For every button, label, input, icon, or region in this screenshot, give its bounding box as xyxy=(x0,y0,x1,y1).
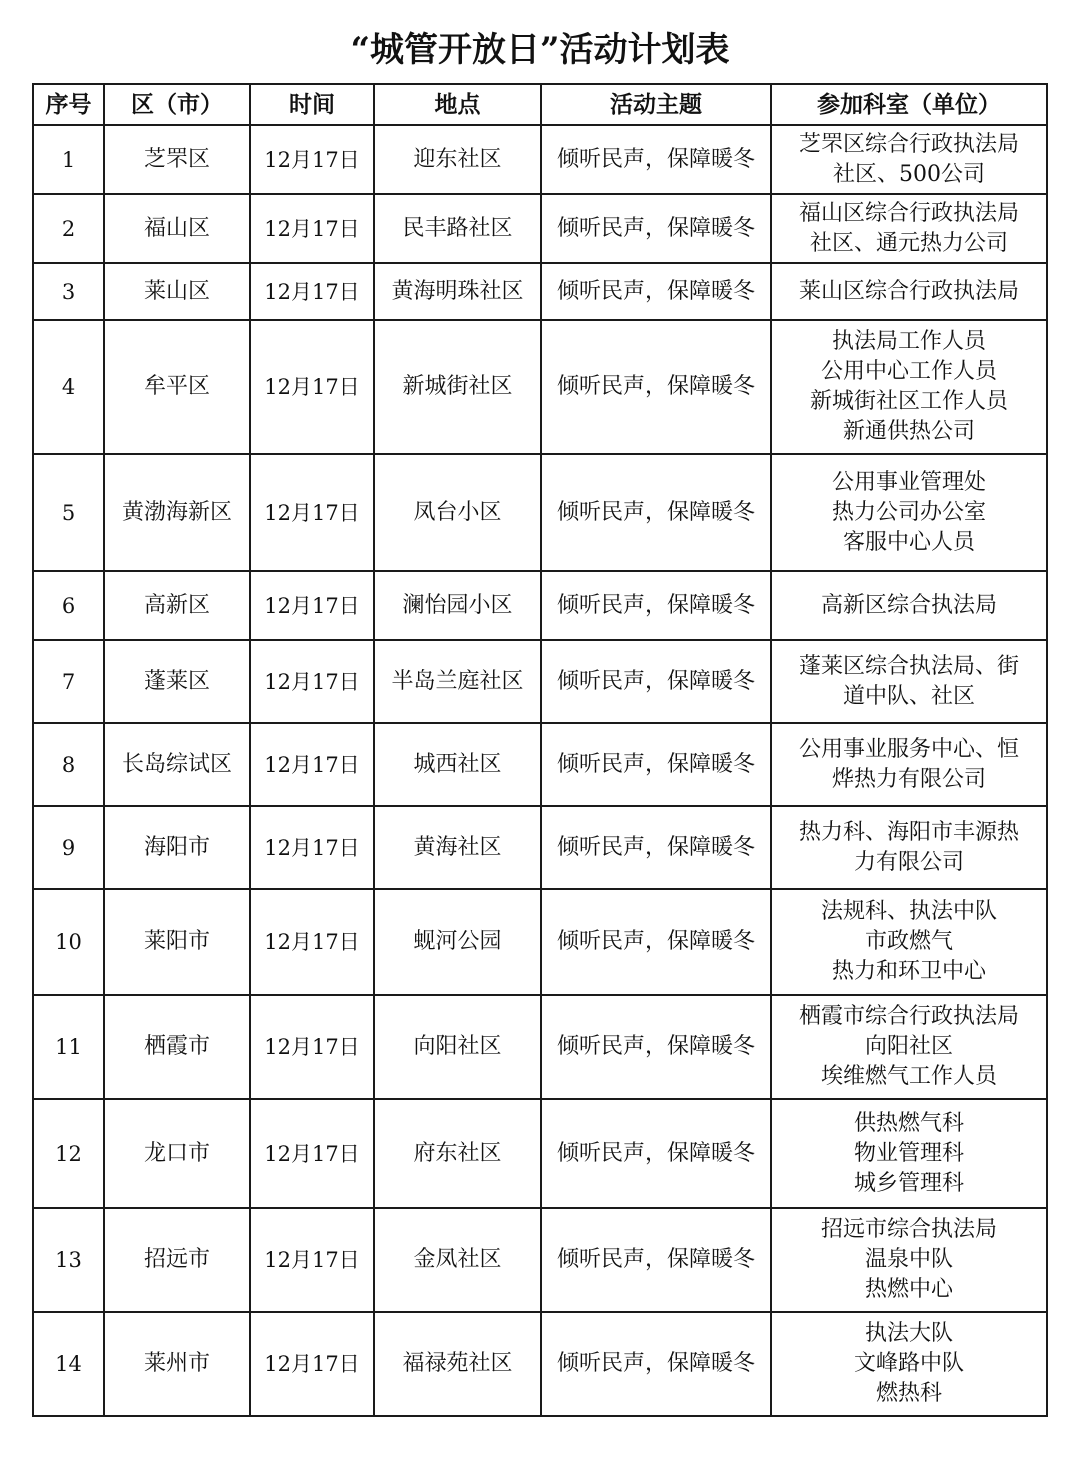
district-cell: 蓬莱区 xyxy=(104,640,250,723)
units-cell xyxy=(771,723,1047,806)
date-cell: 12月17日 xyxy=(250,571,374,640)
table-row xyxy=(33,723,1047,806)
unit-line: 公用中心工作人员 xyxy=(820,359,997,384)
unit-line: 热燃中心 xyxy=(864,1277,953,1302)
unit-line: 法规科、执法中队 xyxy=(820,899,997,924)
district-cell: 芝罘区 xyxy=(104,125,250,194)
district-cell: 招远市 xyxy=(104,1208,250,1312)
seq-cell: 2 xyxy=(33,194,104,263)
unit-line: 莱山区综合行政执法局 xyxy=(798,278,1019,304)
theme-cell: 倾听民声，保障暖冬 xyxy=(541,640,771,723)
table-header-row xyxy=(33,84,1047,125)
district-cell: 海阳市 xyxy=(104,806,250,889)
units-cell xyxy=(771,1099,1047,1208)
place-cell: 黄海明珠社区 xyxy=(374,263,541,320)
unit-line: 热力科、海阳市丰源热 xyxy=(798,819,1019,845)
table-row xyxy=(33,125,1047,194)
place-cell: 迎东社区 xyxy=(374,125,541,194)
district-cell: 长岛综试区 xyxy=(104,723,250,806)
units-cell xyxy=(771,571,1047,640)
place-cell: 黄海社区 xyxy=(374,806,541,889)
header-place: 地点 xyxy=(374,84,541,125)
unit-line: 栖霞市综合行政执法局 xyxy=(798,1004,1019,1029)
theme-cell: 倾听民声，保障暖冬 xyxy=(541,1099,771,1208)
district-cell: 栖霞市 xyxy=(104,995,250,1099)
unit-line: 福山区综合行政执法局 xyxy=(798,200,1019,226)
theme-cell: 倾听民声，保障暖冬 xyxy=(541,454,771,571)
document-title: “城管开放日”活动计划表 xyxy=(350,30,730,70)
unit-line: 文峰路中队 xyxy=(853,1351,964,1376)
unit-line: 新通供热公司 xyxy=(842,419,975,444)
unit-line: 新城街社区工作人员 xyxy=(809,389,1008,414)
units-cell xyxy=(771,263,1047,320)
unit-line: 道中队、社区 xyxy=(842,683,975,709)
unit-line: 执法局工作人员 xyxy=(831,329,986,354)
units-cell xyxy=(771,125,1047,194)
district-cell: 黄渤海新区 xyxy=(104,454,250,571)
unit-line: 燃热科 xyxy=(875,1381,942,1406)
unit-line: 向阳社区 xyxy=(864,1034,953,1059)
district-cell: 牟平区 xyxy=(104,320,250,454)
theme-cell: 倾听民声，保障暖冬 xyxy=(541,806,771,889)
unit-line: 芝罘区综合行政执法局 xyxy=(798,131,1019,157)
district-cell: 莱山区 xyxy=(104,263,250,320)
date-cell: 12月17日 xyxy=(250,640,374,723)
table-body xyxy=(33,125,1047,1416)
place-cell: 澜怡园小区 xyxy=(374,571,541,640)
units-cell xyxy=(771,1312,1047,1416)
theme-cell: 倾听民声，保障暖冬 xyxy=(541,995,771,1099)
seq-cell: 4 xyxy=(33,320,104,454)
theme-cell: 倾听民声，保障暖冬 xyxy=(541,263,771,320)
unit-line: 物业管理科 xyxy=(853,1140,964,1166)
theme-cell: 倾听民声，保障暖冬 xyxy=(541,571,771,640)
district-cell: 龙口市 xyxy=(104,1099,250,1208)
theme-cell: 倾听民声，保障暖冬 xyxy=(541,889,771,995)
seq-cell: 8 xyxy=(33,723,104,806)
date-cell: 12月17日 xyxy=(250,995,374,1099)
place-cell: 城西社区 xyxy=(374,723,541,806)
date-cell: 12月17日 xyxy=(250,194,374,263)
unit-line: 蓬莱区综合执法局、街 xyxy=(798,653,1019,679)
seq-cell: 14 xyxy=(33,1312,104,1416)
theme-cell: 倾听民声，保障暖冬 xyxy=(541,194,771,263)
table-row xyxy=(33,806,1047,889)
place-cell: 福禄苑社区 xyxy=(374,1312,541,1416)
unit-line: 社区、500公司 xyxy=(833,161,985,187)
place-cell: 凤台小区 xyxy=(374,454,541,571)
district-cell: 高新区 xyxy=(104,571,250,640)
units-cell xyxy=(771,640,1047,723)
table-row xyxy=(33,194,1047,263)
units-cell xyxy=(771,454,1047,571)
activity-plan-table xyxy=(32,83,1048,1417)
table-row xyxy=(33,995,1047,1099)
date-cell: 12月17日 xyxy=(250,1312,374,1416)
units-cell xyxy=(771,995,1047,1099)
theme-cell: 倾听民声，保障暖冬 xyxy=(541,320,771,454)
table-row xyxy=(33,263,1047,320)
theme-cell: 倾听民声，保障暖冬 xyxy=(541,125,771,194)
header-theme: 活动主题 xyxy=(541,84,771,125)
seq-cell: 9 xyxy=(33,806,104,889)
unit-line: 社区、通元热力公司 xyxy=(809,230,1008,256)
seq-cell: 13 xyxy=(33,1208,104,1312)
units-cell xyxy=(771,806,1047,889)
unit-line: 公用事业管理处 xyxy=(831,469,986,495)
seq-cell: 12 xyxy=(33,1099,104,1208)
seq-cell: 5 xyxy=(33,454,104,571)
unit-line: 温泉中队 xyxy=(864,1247,953,1272)
units-cell xyxy=(771,194,1047,263)
unit-line: 城乡管理科 xyxy=(853,1170,964,1196)
unit-line: 埃维燃气工作人员 xyxy=(820,1064,997,1089)
date-cell: 12月17日 xyxy=(250,263,374,320)
table-row xyxy=(33,1312,1047,1416)
header-time: 时间 xyxy=(250,84,374,125)
unit-line: 市政燃气 xyxy=(864,929,953,954)
place-cell: 金凤社区 xyxy=(374,1208,541,1312)
place-cell: 向阳社区 xyxy=(374,995,541,1099)
seq-cell: 6 xyxy=(33,571,104,640)
seq-cell: 7 xyxy=(33,640,104,723)
unit-line: 力有限公司 xyxy=(853,849,964,875)
table-row xyxy=(33,640,1047,723)
units-cell xyxy=(771,889,1047,995)
table-row xyxy=(33,1099,1047,1208)
date-cell: 12月17日 xyxy=(250,1208,374,1312)
unit-line: 客服中心人员 xyxy=(842,529,975,555)
unit-line: 招远市综合执法局 xyxy=(820,1217,997,1242)
date-cell: 12月17日 xyxy=(250,889,374,995)
place-cell: 新城街社区 xyxy=(374,320,541,454)
theme-cell: 倾听民声，保障暖冬 xyxy=(541,1312,771,1416)
unit-line: 热力和环卫中心 xyxy=(831,959,986,984)
header-units: 参加科室（单位） xyxy=(771,84,1047,125)
date-cell: 12月17日 xyxy=(250,454,374,571)
units-cell xyxy=(771,1208,1047,1312)
header-seq: 序号 xyxy=(33,84,104,125)
district-cell: 福山区 xyxy=(104,194,250,263)
unit-line: 供热燃气科 xyxy=(853,1110,964,1136)
table-row xyxy=(33,1208,1047,1312)
table-row xyxy=(33,320,1047,454)
unit-line: 高新区综合执法局 xyxy=(820,592,997,618)
district-cell: 莱州市 xyxy=(104,1312,250,1416)
seq-cell: 3 xyxy=(33,263,104,320)
date-cell: 12月17日 xyxy=(250,320,374,454)
district-cell: 莱阳市 xyxy=(104,889,250,995)
unit-line: 热力公司办公室 xyxy=(831,499,986,525)
place-cell: 府东社区 xyxy=(374,1099,541,1208)
unit-line: 烨热力有限公司 xyxy=(831,766,986,792)
date-cell: 12月17日 xyxy=(250,806,374,889)
theme-cell: 倾听民声，保障暖冬 xyxy=(541,723,771,806)
seq-cell: 1 xyxy=(33,125,104,194)
theme-cell: 倾听民声，保障暖冬 xyxy=(541,1208,771,1312)
seq-cell: 10 xyxy=(33,889,104,995)
place-cell: 半岛兰庭社区 xyxy=(374,640,541,723)
date-cell: 12月17日 xyxy=(250,1099,374,1208)
table-row xyxy=(33,571,1047,640)
place-cell: 蚬河公园 xyxy=(374,889,541,995)
header-district: 区（市） xyxy=(104,84,250,125)
date-cell: 12月17日 xyxy=(250,723,374,806)
seq-cell: 11 xyxy=(33,995,104,1099)
date-cell: 12月17日 xyxy=(250,125,374,194)
place-cell: 民丰路社区 xyxy=(374,194,541,263)
unit-line: 执法大队 xyxy=(864,1321,953,1346)
units-cell xyxy=(771,320,1047,454)
table-row xyxy=(33,454,1047,571)
table-row xyxy=(33,889,1047,995)
unit-line: 公用事业服务中心、恒 xyxy=(798,736,1019,762)
